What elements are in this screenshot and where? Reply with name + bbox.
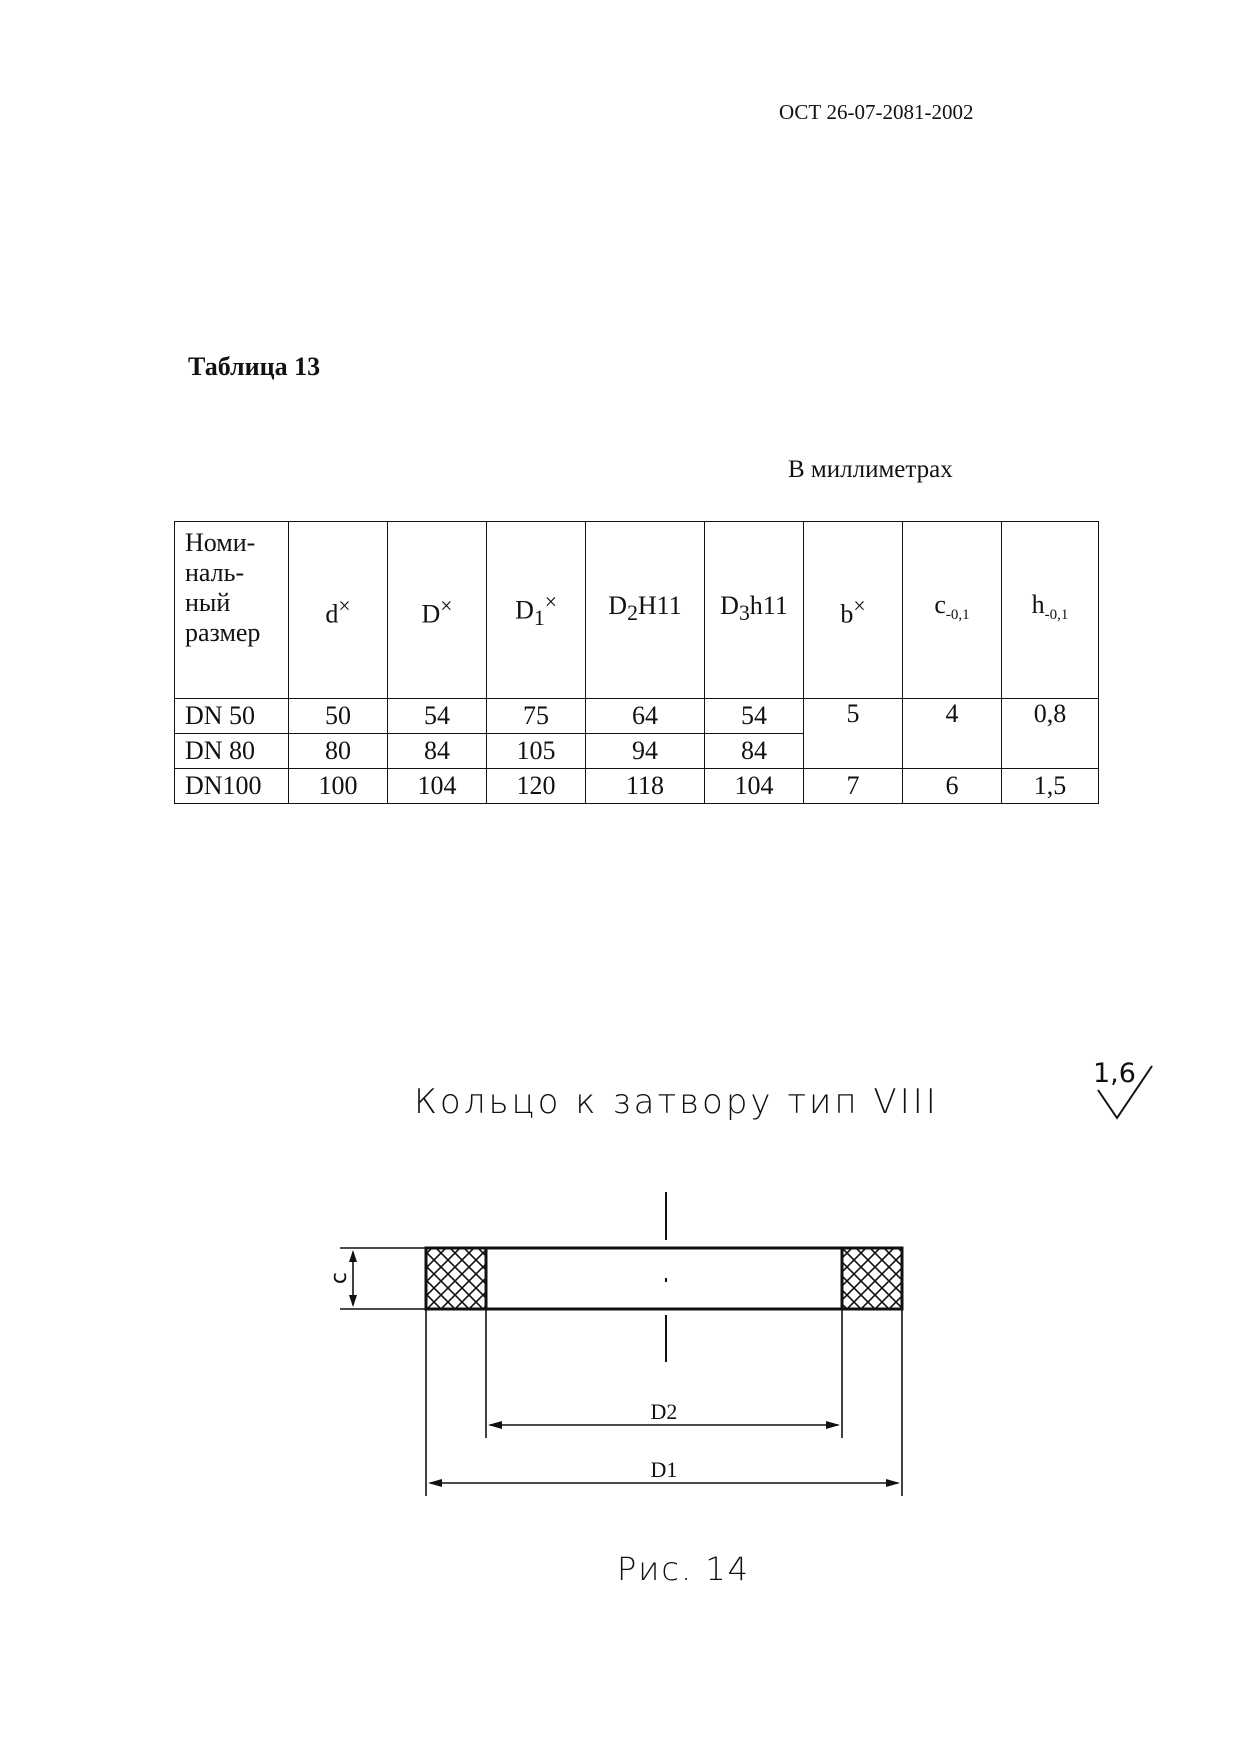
- cell-D: 54: [388, 699, 487, 734]
- arrow-icon: [488, 1421, 502, 1429]
- cell-d: 100: [289, 769, 388, 804]
- header-d: d×: [289, 522, 388, 699]
- table-units-note: В миллиметрах: [788, 456, 953, 483]
- header-line: Номи-: [185, 528, 256, 557]
- header-c: $c_{-0,1}$: [903, 522, 1002, 699]
- document-code: ОСТ 26-07-2081-2002: [779, 100, 974, 124]
- roughness-symbol-icon: [1098, 1066, 1152, 1118]
- cell-D2: 94: [586, 734, 705, 769]
- cell-h: 1,5: [1002, 769, 1099, 804]
- cell-D1: 75: [487, 699, 586, 734]
- cell-D: 104: [388, 769, 487, 804]
- header-line: размер: [185, 618, 261, 647]
- dim-D1-label: D1: [650, 1457, 678, 1482]
- arrow-icon: [428, 1479, 442, 1487]
- roughness-value: 1,6: [1093, 1058, 1136, 1089]
- header-D3-h11: $D_3h11$: [705, 522, 804, 699]
- cell-D3: 104: [705, 769, 804, 804]
- cell-b: 5: [804, 699, 903, 769]
- dim-c-label: c: [327, 1271, 352, 1285]
- cell-D3: 54: [705, 699, 804, 734]
- cell-size: DN 80: [175, 734, 289, 769]
- dim-D2-label: D2: [650, 1399, 678, 1424]
- cell-D1: 120: [487, 769, 586, 804]
- arrow-icon: [886, 1479, 900, 1487]
- cell-D1: 105: [487, 734, 586, 769]
- cell-b: 7: [804, 769, 903, 804]
- figure-title: Кольцо к затвору тип VIII: [414, 1082, 939, 1122]
- header-D2-H11: $D_2H11$: [586, 522, 705, 699]
- header-b: b×: [804, 522, 903, 699]
- cell-c: 6: [903, 769, 1002, 804]
- cell-D3: 84: [705, 734, 804, 769]
- header-line: наль-: [185, 558, 245, 587]
- cell-c: 4: [903, 699, 1002, 769]
- cell-size: DN 50: [175, 699, 289, 734]
- cell-h: 0,8: [1002, 699, 1099, 769]
- cell-D2: 64: [586, 699, 705, 734]
- cell-d: 80: [289, 734, 388, 769]
- cell-D2: 118: [586, 769, 705, 804]
- header-line: ный: [185, 588, 231, 617]
- arrow-icon: [349, 1295, 357, 1307]
- cell-size: DN100: [175, 769, 289, 804]
- cell-d: 50: [289, 699, 388, 734]
- header-h: $h_{-0,1}$: [1002, 522, 1099, 699]
- arrow-icon: [349, 1250, 357, 1262]
- figure-caption: Рис. 14: [617, 1550, 751, 1588]
- header-D1: $D_1^\times$: [487, 522, 586, 699]
- ring-section-left: [426, 1248, 486, 1309]
- cell-D: 84: [388, 734, 487, 769]
- arrow-icon: [826, 1421, 840, 1429]
- header-D: D×: [388, 522, 487, 699]
- table-title: Таблица 13: [188, 352, 321, 381]
- ring-section-right: [842, 1248, 902, 1309]
